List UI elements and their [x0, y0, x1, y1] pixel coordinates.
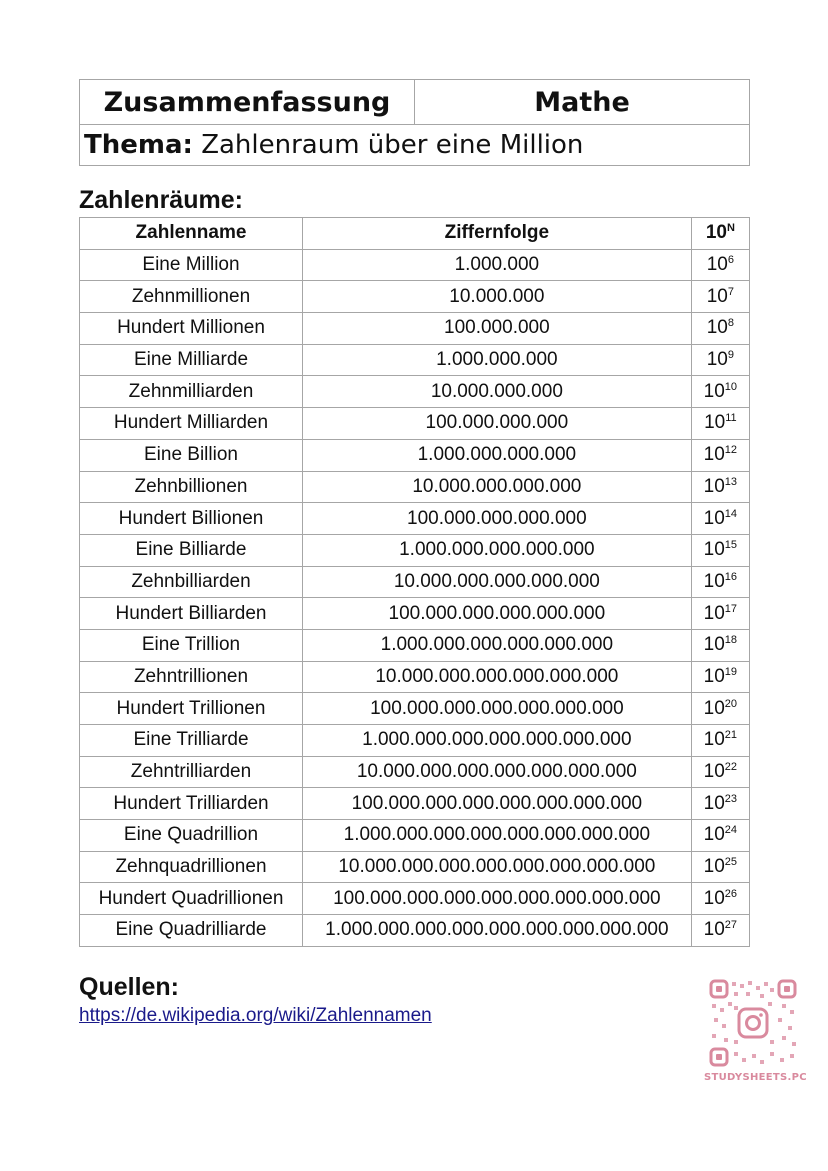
header-subject-title: Mathe [415, 80, 750, 125]
power-exponent: 12 [724, 444, 738, 457]
number-names-table [79, 217, 750, 947]
header-topic [80, 125, 750, 166]
table-row [80, 439, 750, 471]
power-base: 10 [703, 761, 725, 783]
power-exponent: 26 [724, 887, 738, 900]
number-name-cell: Hundert Billionen [80, 503, 303, 535]
power-of-ten-cell [691, 503, 749, 535]
power-base: 10 [703, 539, 725, 561]
table-row [80, 313, 750, 345]
power-of-ten-cell [691, 281, 749, 313]
number-name-cell: Eine Trilliarde [80, 725, 303, 757]
power-of-ten-cell [691, 661, 749, 693]
column-header-digits: Ziffernfolge [302, 218, 691, 250]
number-name-cell: Zehnbilliarden [80, 566, 303, 598]
digit-sequence-cell: 10.000.000.000.000.000 [302, 566, 691, 598]
power-of-ten-cell [691, 629, 749, 661]
power-exponent: 27 [724, 919, 738, 932]
digit-sequence-cell: 10.000.000.000.000.000.000.000.000 [302, 851, 691, 883]
power-of-ten-cell [691, 566, 749, 598]
column-header-name: Zahlenname [80, 218, 303, 250]
power-base: 10 [704, 412, 726, 434]
number-name-cell: Hundert Billiarden [80, 598, 303, 630]
table-row [80, 725, 750, 757]
power-of-ten-cell [691, 851, 749, 883]
digit-sequence-cell: 1.000.000.000 [302, 344, 691, 376]
power-of-ten-cell [691, 439, 749, 471]
sources-title: Quellen: [79, 973, 180, 1001]
power-base: 10 [703, 856, 725, 878]
table-row [80, 629, 750, 661]
number-name-cell: Hundert Milliarden [80, 408, 303, 440]
digit-sequence-cell: 1.000.000.000.000 [302, 439, 691, 471]
power-base: 10 [706, 317, 728, 339]
power-base: 10 [703, 919, 725, 941]
number-name-cell: Eine Milliarde [80, 344, 303, 376]
number-name-cell: Eine Trillion [80, 629, 303, 661]
table-row [80, 661, 750, 693]
number-name-cell: Hundert Quadrillionen [80, 883, 303, 915]
table-row [80, 851, 750, 883]
power-exponent: 9 [727, 349, 734, 362]
power-base: 10 [703, 729, 725, 751]
column-header-power [691, 218, 749, 250]
table-row [80, 249, 750, 281]
power-exponent: 21 [724, 729, 738, 742]
topic-label: Thema: [84, 130, 193, 160]
table-row [80, 693, 750, 725]
power-base: 10 [706, 349, 728, 371]
power-of-ten-cell [691, 313, 749, 345]
power-header-base: 10 [705, 222, 727, 244]
number-name-cell: Zehnmilliarden [80, 376, 303, 408]
power-base: 10 [703, 792, 725, 814]
table-body [80, 249, 750, 946]
power-base: 10 [703, 697, 725, 719]
number-name-cell: Eine Quadrilliarde [80, 915, 303, 947]
number-name-cell: Zehntrillionen [80, 661, 303, 693]
table-row [80, 566, 750, 598]
table-row [80, 756, 750, 788]
power-of-ten-cell [691, 344, 749, 376]
power-exponent: 16 [724, 570, 738, 583]
power-exponent: 22 [724, 761, 738, 774]
power-exponent: 7 [727, 285, 734, 298]
power-base: 10 [703, 634, 725, 656]
power-of-ten-cell [691, 534, 749, 566]
digit-sequence-cell: 100.000.000.000.000 [302, 503, 691, 535]
digit-sequence-cell: 10.000.000.000.000.000.000 [302, 661, 691, 693]
table-row [80, 376, 750, 408]
power-of-ten-cell [691, 249, 749, 281]
power-base: 10 [703, 570, 725, 592]
power-base: 10 [703, 665, 725, 687]
power-of-ten-cell [691, 693, 749, 725]
power-of-ten-cell [691, 788, 749, 820]
table-header-row [80, 218, 750, 250]
power-exponent: 23 [724, 792, 738, 805]
table-row [80, 820, 750, 852]
number-name-cell: Zehnmillionen [80, 281, 303, 313]
digit-sequence-cell: 1.000.000.000.000.000.000 [302, 629, 691, 661]
header-summary-title: Zusammenfassung [80, 80, 415, 125]
section-title: Zahlenräume: [79, 186, 243, 214]
table-row [80, 408, 750, 440]
number-name-cell: Eine Billiarde [80, 534, 303, 566]
number-name-cell: Eine Quadrillion [80, 820, 303, 852]
digit-sequence-cell: 1.000.000 [302, 249, 691, 281]
power-exponent: 13 [724, 475, 738, 488]
instagram-qr-code-icon [708, 978, 798, 1068]
table-row [80, 344, 750, 376]
power-header-exponent: N [726, 222, 735, 235]
power-of-ten-cell [691, 883, 749, 915]
number-name-cell: Eine Million [80, 249, 303, 281]
digit-sequence-cell: 1.000.000.000.000.000 [302, 534, 691, 566]
power-exponent: 10 [724, 380, 738, 393]
digit-sequence-cell: 10.000.000.000 [302, 376, 691, 408]
power-exponent: 25 [724, 856, 738, 869]
digit-sequence-cell: 1.000.000.000.000.000.000.000.000 [302, 820, 691, 852]
table-row [80, 883, 750, 915]
table-row [80, 471, 750, 503]
power-of-ten-cell [691, 376, 749, 408]
power-base: 10 [703, 887, 725, 909]
power-exponent: 11 [725, 412, 737, 425]
power-base: 10 [703, 602, 725, 624]
power-exponent: 17 [724, 602, 738, 615]
digit-sequence-cell: 10.000.000.000.000 [302, 471, 691, 503]
power-base: 10 [703, 824, 725, 846]
digit-sequence-cell: 100.000.000 [302, 313, 691, 345]
table-row [80, 281, 750, 313]
digit-sequence-cell: 100.000.000.000.000.000.000.000 [302, 788, 691, 820]
table-row [80, 788, 750, 820]
power-base: 10 [703, 475, 725, 497]
number-name-cell: Zehnbillionen [80, 471, 303, 503]
power-exponent: 20 [724, 697, 738, 710]
power-exponent: 18 [724, 634, 738, 647]
power-exponent: 19 [724, 665, 738, 678]
table-row [80, 503, 750, 535]
digit-sequence-cell: 1.000.000.000.000.000.000.000 [302, 725, 691, 757]
power-exponent: 15 [724, 539, 738, 552]
digit-sequence-cell: 100.000.000.000.000.000.000 [302, 693, 691, 725]
power-base: 10 [703, 444, 725, 466]
power-of-ten-cell [691, 725, 749, 757]
power-of-ten-cell [691, 471, 749, 503]
power-base: 10 [703, 507, 725, 529]
table-row [80, 915, 750, 947]
number-name-cell: Hundert Millionen [80, 313, 303, 345]
number-name-cell: Hundert Trillionen [80, 693, 303, 725]
power-base: 10 [706, 285, 728, 307]
power-of-ten-cell [691, 408, 749, 440]
number-name-cell: Eine Billion [80, 439, 303, 471]
digit-sequence-cell: 10.000.000.000.000.000.000.000 [302, 756, 691, 788]
digit-sequence-cell: 10.000.000 [302, 281, 691, 313]
table-row [80, 534, 750, 566]
power-exponent: 6 [727, 254, 734, 267]
topic-value: Zahlenraum über eine Million [201, 130, 584, 160]
table-row [80, 598, 750, 630]
power-of-ten-cell [691, 915, 749, 947]
digit-sequence-cell: 1.000.000.000.000.000.000.000.000.000 [302, 915, 691, 947]
power-base: 10 [706, 254, 728, 276]
power-base: 10 [703, 380, 725, 402]
header-table [79, 79, 750, 166]
power-of-ten-cell [691, 756, 749, 788]
digit-sequence-cell: 100.000.000.000.000.000 [302, 598, 691, 630]
number-name-cell: Hundert Trilliarden [80, 788, 303, 820]
brand-label: STUDYSHEETS.PC [704, 1072, 807, 1083]
power-of-ten-cell [691, 598, 749, 630]
digit-sequence-cell: 100.000.000.000.000.000.000.000.000 [302, 883, 691, 915]
source-link[interactable]: https://de.wikipedia.org/wiki/Zahlennamen [79, 1005, 432, 1026]
power-exponent: 14 [724, 507, 738, 520]
digit-sequence-cell: 100.000.000.000 [302, 408, 691, 440]
number-name-cell: Zehnquadrillionen [80, 851, 303, 883]
power-exponent: 8 [727, 317, 734, 330]
power-exponent: 24 [724, 824, 738, 837]
number-name-cell: Zehntrilliarden [80, 756, 303, 788]
power-of-ten-cell [691, 820, 749, 852]
